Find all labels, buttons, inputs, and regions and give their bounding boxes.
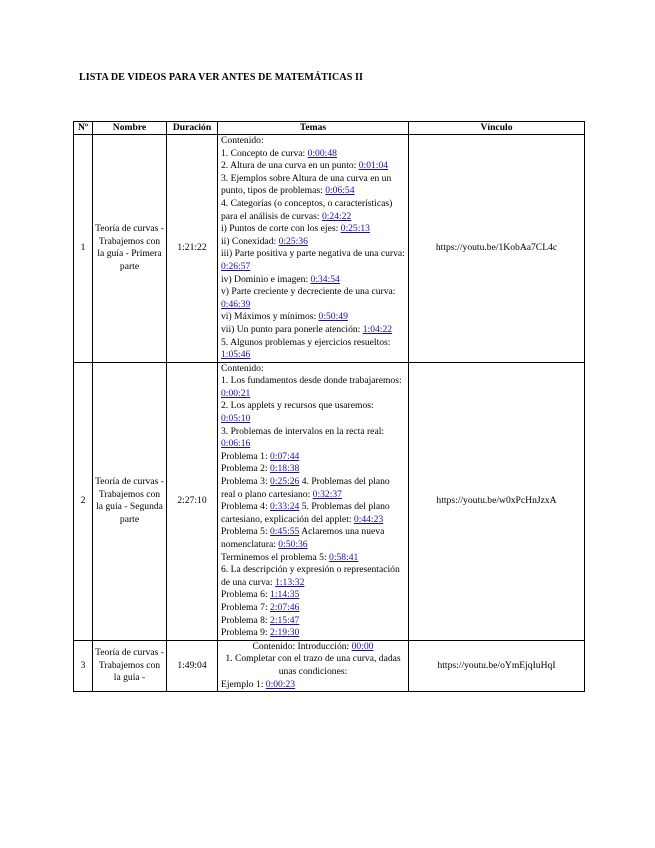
- topic-line: 1. Concepto de curva: 0:00:48: [221, 147, 337, 159]
- timestamp-link[interactable]: 0:00:48: [307, 147, 337, 159]
- table-header-row: [74, 122, 585, 135]
- timestamp-link[interactable]: 0:18:38: [270, 463, 300, 475]
- timestamp-link[interactable]: 0:00:21: [221, 387, 251, 399]
- video-name: Teoría de curvas - Trabajemos con la guía - Segunda parte: [93, 362, 167, 640]
- topic-line: Problema 7: 2:07:46: [221, 601, 300, 613]
- timestamp-link[interactable]: 2:07:46: [270, 601, 300, 613]
- timestamp-link[interactable]: 2:19:30: [270, 627, 300, 639]
- topic-line: 6. La descripción y expresión o representación de una curva: 1:13:32: [221, 564, 400, 588]
- timestamp-link[interactable]: 0:05:10: [221, 413, 251, 425]
- topic-line: 3. Problemas de intervalos en la recta real: 0:06:16: [221, 425, 385, 450]
- timestamp-link[interactable]: 0:24:22: [321, 210, 352, 222]
- timestamp-link[interactable]: 2:15:47: [270, 614, 300, 626]
- table-row: [74, 362, 585, 640]
- header-link: Vínculo: [409, 122, 585, 135]
- video-link[interactable]: https://youtu.be/1KobAa7CL4c: [435, 242, 558, 254]
- videos-table: [73, 121, 585, 692]
- timestamp-link[interactable]: 0:46:39: [221, 298, 251, 310]
- timestamp-link[interactable]: 0:06:16: [221, 438, 251, 450]
- header-number: Nº: [74, 122, 93, 135]
- topic-line: Problema 4: 0:33:24 5. Problemas del plano cartesiano, explicación del applet: 0:44:23: [221, 501, 390, 525]
- topic-line: Ejemplo 1: 0:00:23: [221, 678, 296, 690]
- topic-line: 1. Completar con el trazo de una curva, dadas unas condiciones:: [225, 653, 401, 677]
- video-name: Teoría de curvas - Trabajemos con la guía -: [93, 640, 167, 691]
- topic-line: i) Puntos de corte con los ejes: 0:25:13: [221, 223, 370, 235]
- timestamp-link[interactable]: 1:04:22: [362, 323, 393, 335]
- header-duration: Duración: [167, 122, 218, 135]
- timestamp-link[interactable]: 00:00: [351, 640, 374, 652]
- timestamp-link[interactable]: 0:26:57: [221, 260, 251, 272]
- timestamp-link[interactable]: 0:45:55: [270, 526, 300, 538]
- video-name: Teoría de curvas - Trabajemos con la guía - Primera parte: [93, 135, 167, 363]
- topic-line: vi) Máximos y mínimos: 0:50:49: [221, 311, 348, 323]
- timestamp-link[interactable]: 0:50:36: [278, 539, 308, 550]
- timestamp-link[interactable]: 0:33:24: [270, 501, 300, 513]
- timestamp-link[interactable]: 1:05:46: [221, 349, 251, 361]
- topic-line: ii) Conexidad: 0:25:36: [221, 235, 308, 247]
- topic-line: 2. Altura de una curva en un punto: 0:01:04: [221, 160, 389, 172]
- topic-line: Problema 6: 1:14:35: [221, 589, 300, 601]
- row-number: 3: [74, 640, 93, 691]
- topic-line: Contenido:: [221, 135, 264, 146]
- timestamp-link[interactable]: 0:00:23: [265, 678, 296, 690]
- timestamp-link[interactable]: 0:32:37: [312, 488, 342, 500]
- topic-line: Problema 8: 2:15:47: [221, 614, 300, 626]
- topic-line: iii) Parte positiva y parte negativa de una curva: 0:26:57: [221, 248, 405, 272]
- timestamp-link[interactable]: 0:44:23: [353, 513, 384, 525]
- timestamp-link[interactable]: 0:07:44: [270, 450, 300, 462]
- video-topics: [218, 362, 409, 640]
- timestamp-link[interactable]: 0:01:04: [358, 160, 389, 172]
- topic-line: 3. Ejemplos sobre Altura de una curva en un punto, tipos de problemas: 0:06:54: [221, 172, 392, 197]
- topic-line: v) Parte creciente y decreciente de una curva: 0:46:39: [221, 286, 396, 310]
- header-topics: Temas: [218, 122, 409, 135]
- video-link-cell: [409, 135, 585, 363]
- timestamp-link[interactable]: 1:13:32: [275, 576, 305, 588]
- topic-line: Terminemos el problema 5: 0:58:41: [221, 551, 359, 563]
- topic-line: 1. Los fundamentos desde donde trabajaremos: 0:00:21: [221, 375, 402, 399]
- document-title: LISTA DE VIDEOS PARA VER ANTES DE MATEMÁTICAS II: [79, 72, 363, 83]
- topic-line: Problema 3: 0:25:26 4. Problemas del plano real o plano cartesiano: 0:32:37: [221, 476, 390, 500]
- timestamp-link[interactable]: 0:25:26: [270, 476, 300, 488]
- timestamp-link[interactable]: 0:06:54: [325, 185, 355, 197]
- topic-line: Problema 2: 0:18:38: [221, 463, 300, 475]
- topic-line: vii) Un punto para ponerle atención: 1:04:22: [221, 323, 393, 335]
- video-duration: 1:49:04: [167, 640, 218, 691]
- timestamp-link[interactable]: 1:14:35: [270, 589, 300, 601]
- video-link-cell: [409, 640, 585, 691]
- timestamp-link[interactable]: 0:25:36: [278, 235, 308, 247]
- topic-line: Contenido: Introducción: 00:00: [252, 640, 374, 652]
- timestamp-link[interactable]: 0:34:54: [310, 273, 340, 285]
- video-topics: [218, 135, 409, 363]
- video-link[interactable]: https://youtu.be/oYmEjqIuHqI: [437, 659, 556, 671]
- table-row: [74, 135, 585, 363]
- topic-line: Problema 9: 2:19:30: [221, 627, 300, 639]
- video-duration: 2:27:10: [167, 362, 218, 640]
- video-link[interactable]: https://youtu.be/w0xPcHnJzxA: [436, 494, 557, 506]
- table-row: [74, 640, 585, 691]
- video-link-cell: [409, 362, 585, 640]
- timestamp-link[interactable]: 0:50:49: [318, 311, 348, 323]
- topic-line: Problema 5: 0:45:55 Aclaremos una nueva nomenclatura: 0:50:36: [221, 526, 385, 550]
- row-number: 2: [74, 362, 93, 640]
- timestamp-link[interactable]: 0:58:41: [329, 551, 359, 563]
- topic-line: iv) Dominio e imagen: 0:34:54: [221, 273, 340, 285]
- video-duration: 1:21:22: [167, 135, 218, 363]
- topic-line: 4. Categorías (o conceptos, o características) para el análisis de curvas: 0:24:22: [221, 197, 393, 222]
- video-topics: [218, 640, 409, 691]
- topic-line: 5. Algunos problemas y ejercicios resueltos: 1:05:46: [221, 336, 391, 361]
- header-name: Nombre: [93, 122, 167, 135]
- topic-line: Contenido:: [221, 362, 264, 374]
- topic-line: 2. Los applets y recursos que usaremos: 0:05:10: [221, 400, 374, 425]
- timestamp-link[interactable]: 0:25:13: [340, 223, 370, 235]
- topic-line: Problema 1: 0:07:44: [221, 450, 300, 462]
- row-number: 1: [74, 135, 93, 363]
